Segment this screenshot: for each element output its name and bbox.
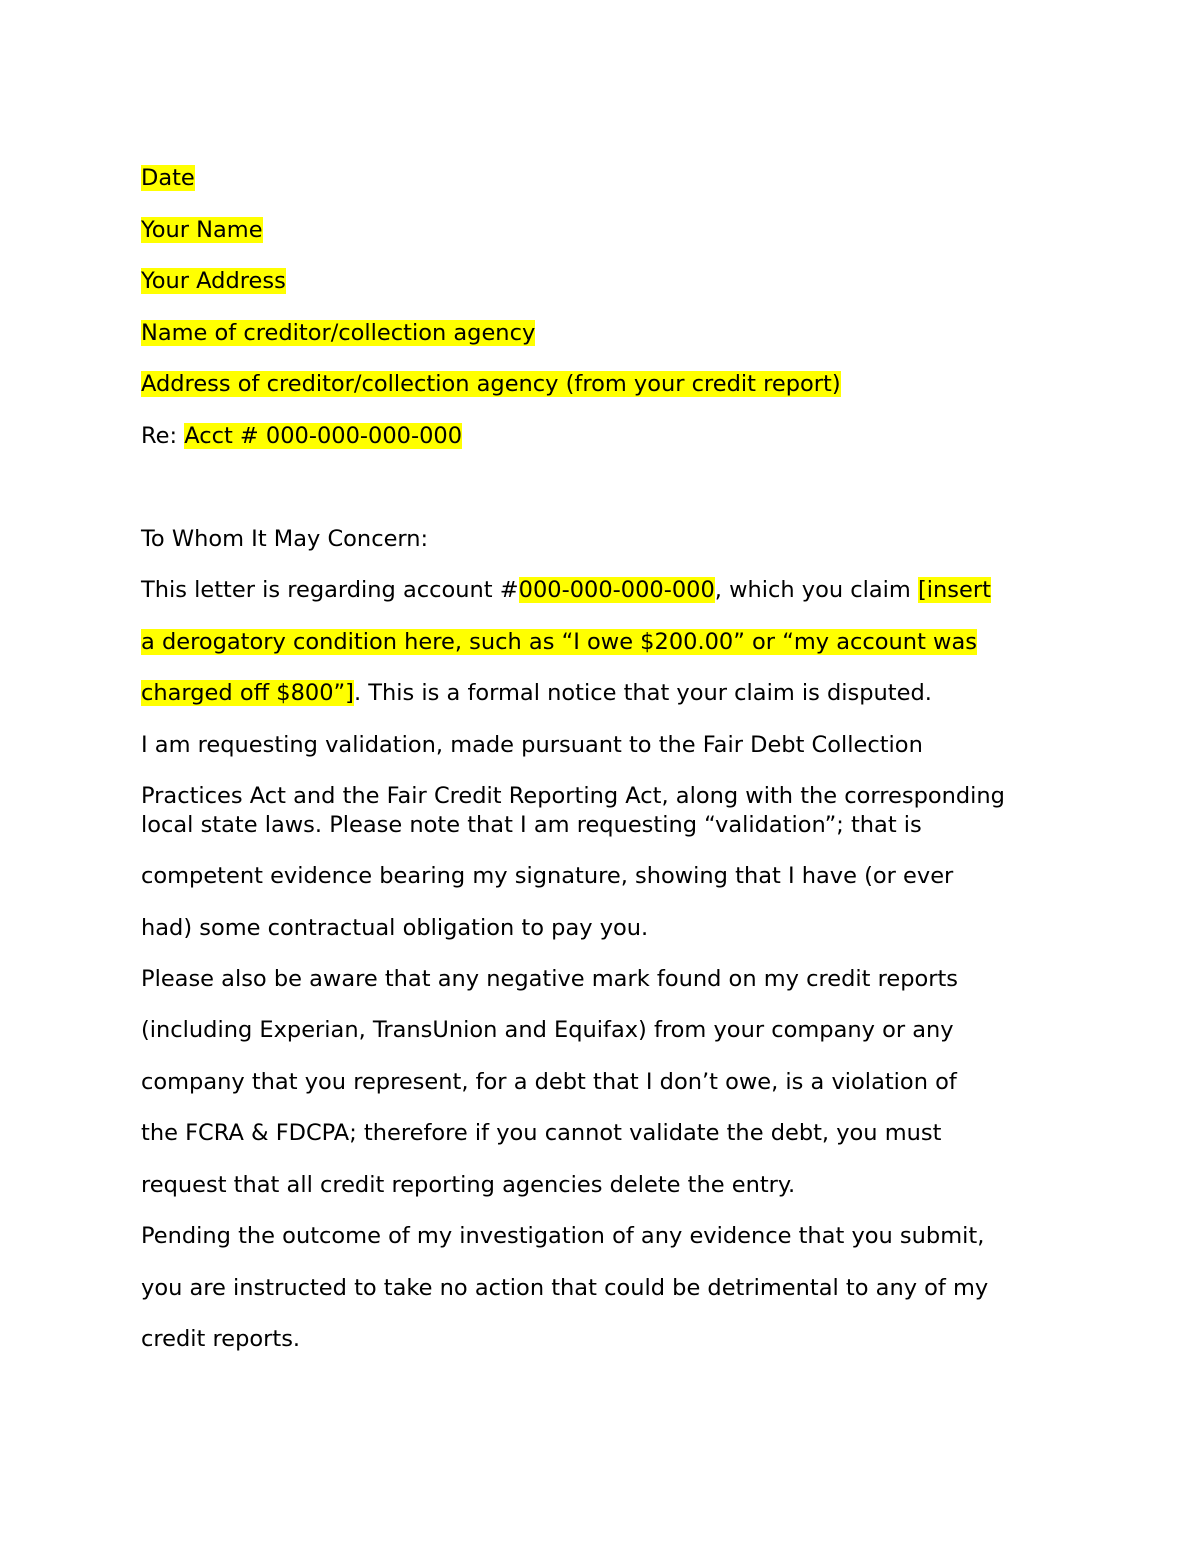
- paragraph1-line2: [141, 628, 977, 656]
- paragraph2-line4: competent evidence bearing my signature, showing that I have (or ever: [141, 863, 954, 889]
- paragraph2-line1: I am requesting validation, made pursuant to the Fair Debt Collection: [141, 732, 923, 758]
- date-placeholder: Date: [141, 165, 195, 191]
- creditor-name-placeholder: Name of creditor/collection agency: [141, 320, 536, 346]
- paragraph4-line3: credit reports.: [141, 1326, 301, 1352]
- p1-account-placeholder: 000-000-000-000: [518, 577, 715, 603]
- p1-text-b: , which you claim: [714, 577, 919, 603]
- re-line: [141, 422, 462, 450]
- your-address-line: [141, 267, 286, 295]
- paragraph1-line1: [141, 576, 991, 604]
- paragraph3-line5: request that all credit reporting agencies delete the entry.: [141, 1172, 796, 1198]
- paragraph2-line2: Practices Act and the Fair Credit Reporting Act, along with the corresponding: [141, 783, 1005, 809]
- your-name-line: [141, 216, 263, 244]
- salutation: To Whom It May Concern:: [141, 526, 429, 552]
- creditor-address-line: [141, 370, 841, 398]
- your-name-placeholder: Your Name: [141, 217, 263, 243]
- p1-text-a: This letter is regarding account #: [141, 577, 519, 603]
- creditor-name-line: [141, 319, 535, 347]
- paragraph2-line5: had) some contractual obligation to pay you.: [141, 915, 649, 941]
- creditor-address-placeholder: Address of creditor/collection agency (from your credit report): [141, 371, 841, 397]
- p1-insert-placeholder-mid: a derogatory condition here, such as “I owe $200.00” or “my account was: [141, 629, 977, 655]
- re-prefix: Re:: [141, 423, 185, 449]
- paragraph3-line3: company that you represent, for a debt that I don’t owe, is a violation of: [141, 1069, 957, 1095]
- paragraph4-line1: Pending the outcome of my investigation of any evidence that you submit,: [141, 1223, 985, 1249]
- account-number-placeholder: Acct # 000-000-000-000: [184, 423, 463, 449]
- paragraph3-line4: the FCRA & FDCPA; therefore if you cannot validate the debt, you must: [141, 1120, 942, 1146]
- p1-text-c: . This is a formal notice that your claim is disputed.: [353, 680, 932, 706]
- your-address-placeholder: Your Address: [141, 268, 286, 294]
- paragraph1-line3: [141, 679, 932, 707]
- date-line: [141, 164, 195, 192]
- paragraph3-line1: Please also be aware that any negative mark found on my credit reports: [141, 966, 959, 992]
- paragraph3-line2: (including Experian, TransUnion and Equifax) from your company or any: [141, 1017, 954, 1043]
- p1-insert-placeholder-end: charged off $800”]: [141, 680, 354, 706]
- p1-insert-placeholder-start: [insert: [918, 577, 991, 603]
- paragraph2-line3: local state laws. Please note that I am requesting “validation”; that is: [141, 812, 922, 838]
- paragraph4-line2: you are instructed to take no action that could be detrimental to any of my: [141, 1275, 989, 1301]
